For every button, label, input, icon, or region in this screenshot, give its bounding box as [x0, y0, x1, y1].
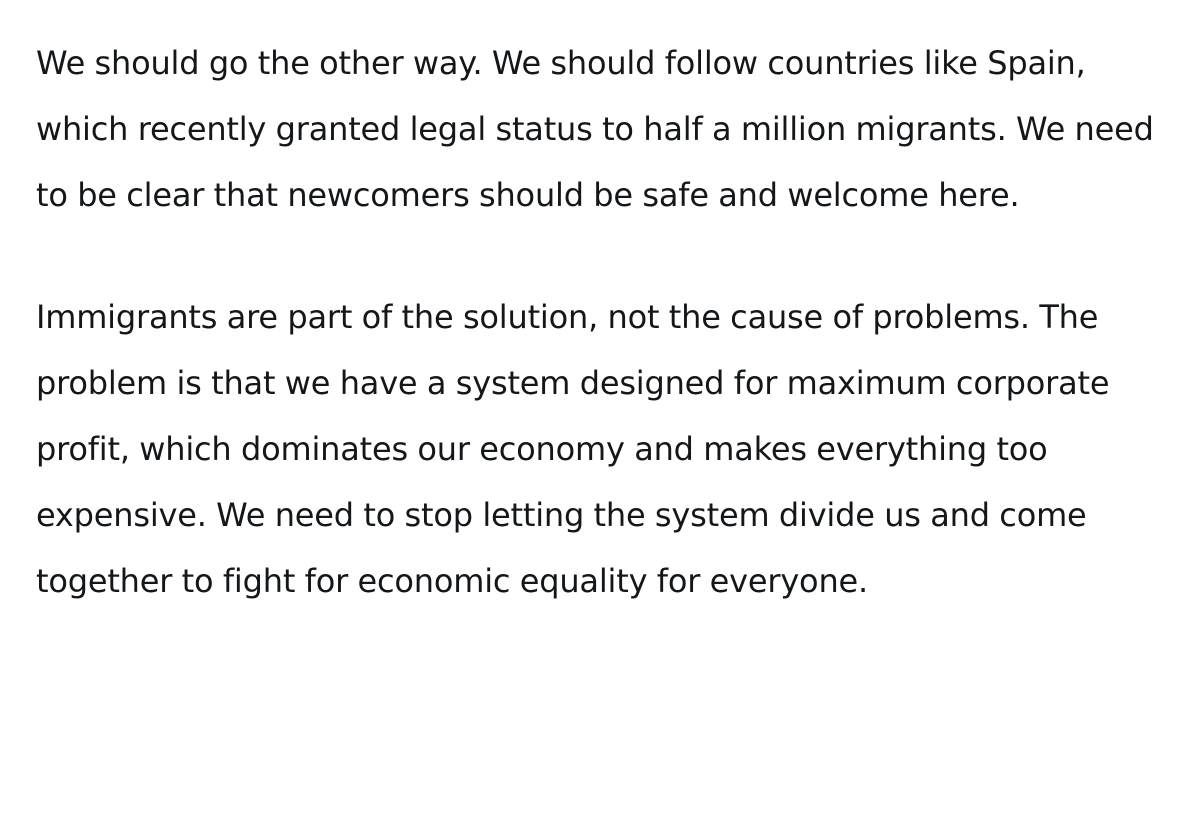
paragraph-1: We should go the other way. We should follow countries like Spain, which recently granted legal status to half a million migrants. We need to be clear that newcomers should be safe and welcome here. — [36, 44, 1154, 214]
paragraph-2: Immigrants are part of the solution, not the cause of problems. The problem is that we have a system designed for maximum corporate profit, which dominates our economy and makes everything too expensive. We need to stop letting the system divide us and come together to fight for economic equality for everyone. — [36, 298, 1110, 600]
